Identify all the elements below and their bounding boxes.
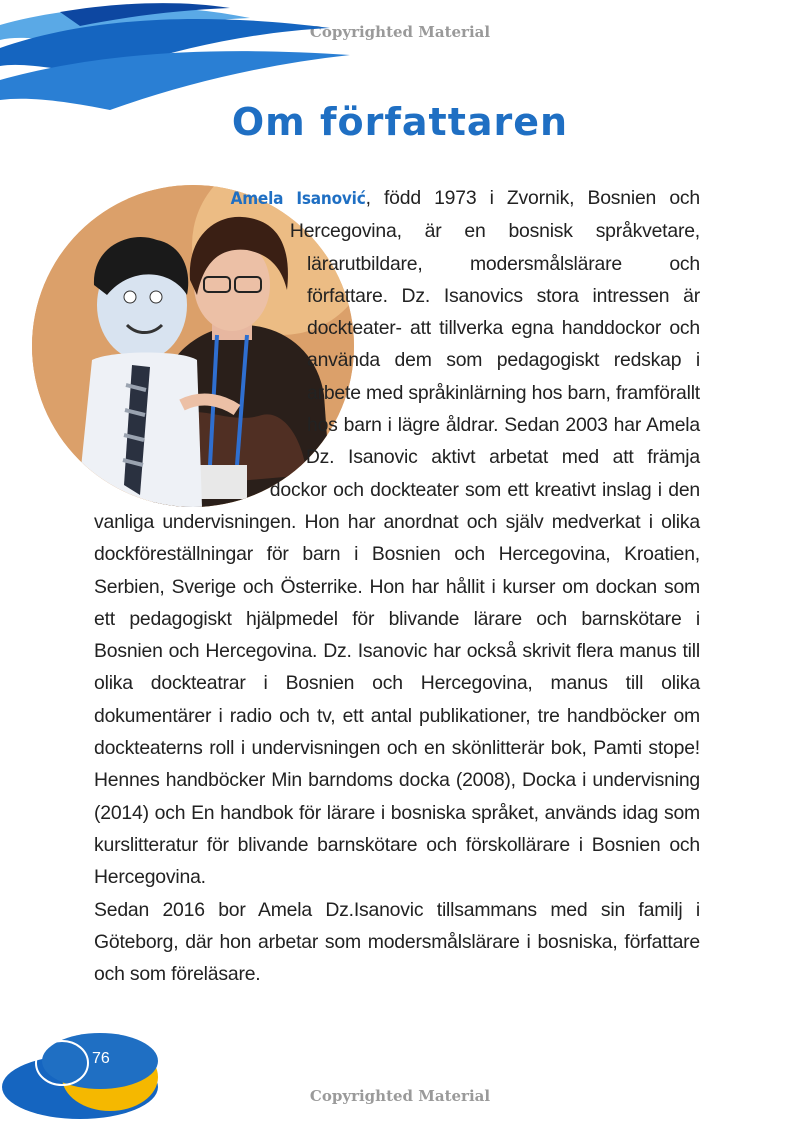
page-title: Om författaren xyxy=(231,100,569,144)
watermark-bottom: Copyrighted Material xyxy=(309,1087,491,1105)
bio-paragraph-2: Sedan 2016 bor Amela Dz.Isanovic tillsammans med sin familj i Göteborg, där hon arbetar som modersmålslärare i bosniska, författare och som föreläsare. xyxy=(94,898,700,986)
photo-text-wrap-spacer xyxy=(32,182,307,524)
author-bio xyxy=(94,182,700,990)
header-wave-decoration xyxy=(0,0,360,115)
footer-bubble-decoration xyxy=(0,1025,175,1120)
watermark-top: Copyrighted Material xyxy=(309,23,491,41)
bio-paragraph-1-text: , född 1973 i Zvornik, Bosnien och Hercegovina, är en bosnisk språkvetare, lärarutbildare, modersmålslärare och författare. Dz. Isanovics stora intressen är dockteater- att tillverka egna handdockor och använda dem som pedagogiskt redskap i arbete med språkinlärning hos barn, framförallt hos barn i lägre åldrar. Sedan 2003 har Amela Dz. Isanovic aktivt arbetat med att främja dockor och dockteater som ett kreativt inslag i den vanliga undervisningen. Hon har anordnat och själv medverkat i olika dockföreställningar för barn i Bosnien och Hercegovina, Kroatien, Serbien, Sverige och Österrike. Hon har hållit i kurser om dockan som ett pedagogiskt hjälpmedel för blivande lärare och barnskötare i Bosnien och Hercegovina. Dz. Isanovic har också skrivit flera manus till olika dockteatrar i Bosnien och Hercegovina, manus till olika dokumentärer i radio och tv, ett antal publikationer, tre handböcker om dockteaterns roll i undervisningen och en skönlitterär bok, Pamti stope! Hennes handböcker Min barndoms docka (2008), Docka i undervisning (2014) och En handbok för lärare i bosniska språket, används idag som kurslitteratur för blivande barnskötare och förskollärare i Bosnien och Hercegovina. xyxy=(94,187,700,889)
page-number: 76 xyxy=(92,1050,110,1067)
author-name: Amela Isanović xyxy=(230,189,366,209)
